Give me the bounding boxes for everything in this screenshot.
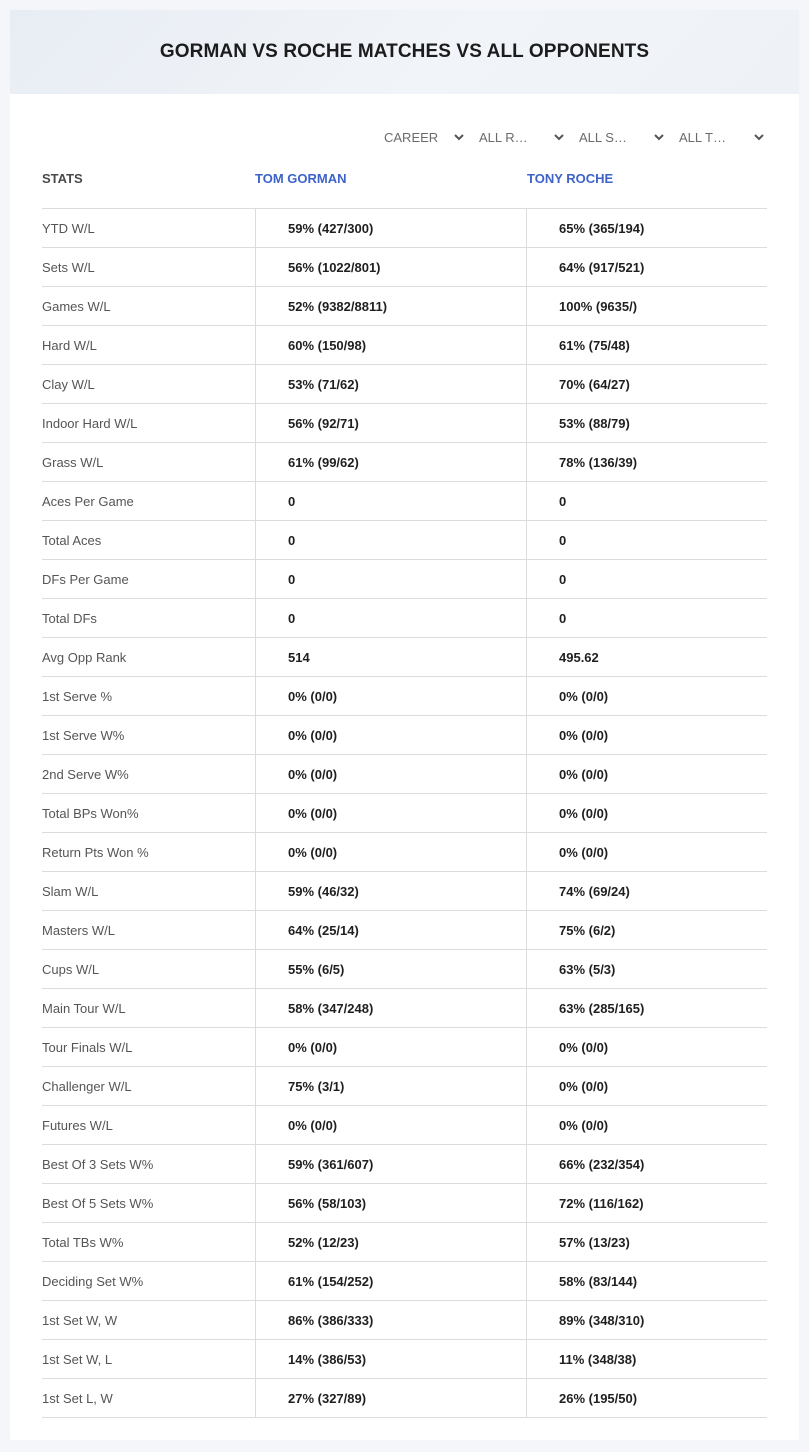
stats-column-header: STATS xyxy=(42,171,83,186)
filter-label: ALL S… xyxy=(579,129,627,145)
table-row xyxy=(42,365,767,404)
player1-value: 0 xyxy=(255,521,526,559)
player1-value: 86% (386/333) xyxy=(255,1301,526,1339)
table-row xyxy=(42,677,767,716)
stat-label: Masters W/L xyxy=(42,922,115,938)
stat-label: Return Pts Won % xyxy=(42,844,149,860)
player1-value: 0% (0/0) xyxy=(255,1106,526,1144)
chevron-down-icon xyxy=(753,131,765,143)
table-row xyxy=(42,1379,767,1418)
stat-label: Total Aces xyxy=(42,532,102,548)
table-row xyxy=(42,1262,767,1301)
player1-value: 514 xyxy=(255,638,526,676)
stat-label: Total BPs Won% xyxy=(42,805,139,821)
player2-value: 0% (0/0) xyxy=(526,755,767,793)
player1-value: 53% (71/62) xyxy=(255,365,526,403)
player2-value: 75% (6/2) xyxy=(526,911,767,949)
player1-value: 55% (6/5) xyxy=(255,950,526,988)
stat-label: Aces Per Game xyxy=(42,493,134,509)
table-row xyxy=(42,716,767,755)
player2-value: 64% (917/521) xyxy=(526,248,767,286)
player1-value: 27% (327/89) xyxy=(255,1379,526,1417)
player1-value: 14% (386/53) xyxy=(255,1340,526,1378)
stat-label: 2nd Serve W% xyxy=(42,766,129,782)
table-row xyxy=(42,404,767,443)
player1-value: 0% (0/0) xyxy=(255,1028,526,1066)
player1-value: 56% (92/71) xyxy=(255,404,526,442)
chevron-down-icon xyxy=(453,131,465,143)
player2-value: 11% (348/38) xyxy=(526,1340,767,1378)
player2-value: 63% (285/165) xyxy=(526,989,767,1027)
player2-value: 58% (83/144) xyxy=(526,1262,767,1300)
stat-label: Challenger W/L xyxy=(42,1078,132,1094)
stat-label: 1st Set L, W xyxy=(42,1390,113,1406)
table-row xyxy=(42,833,767,872)
table-row xyxy=(42,443,767,482)
table-row xyxy=(42,326,767,365)
player2-value: 89% (348/310) xyxy=(526,1301,767,1339)
player2-value: 0% (0/0) xyxy=(526,833,767,871)
table-row xyxy=(42,794,767,833)
player1-value: 0% (0/0) xyxy=(255,755,526,793)
player1-value: 75% (3/1) xyxy=(255,1067,526,1105)
stat-label: Avg Opp Rank xyxy=(42,649,127,665)
table-row xyxy=(42,560,767,599)
table-row xyxy=(42,482,767,521)
table-row xyxy=(42,1223,767,1262)
player2-value: 0% (0/0) xyxy=(526,677,767,715)
player2-value: 78% (136/39) xyxy=(526,443,767,481)
table-row xyxy=(42,755,767,794)
player2-value: 70% (64/27) xyxy=(526,365,767,403)
player1-value: 59% (361/607) xyxy=(255,1145,526,1183)
table-row xyxy=(42,950,767,989)
table-row xyxy=(42,1301,767,1340)
player1-value: 56% (1022/801) xyxy=(255,248,526,286)
stat-label: Grass W/L xyxy=(42,454,104,470)
stat-label: Clay W/L xyxy=(42,376,95,392)
player1-value: 61% (154/252) xyxy=(255,1262,526,1300)
filter-period-select[interactable] xyxy=(384,126,464,148)
player2-value: 0% (0/0) xyxy=(526,716,767,754)
player2-value: 63% (5/3) xyxy=(526,950,767,988)
player2-value: 61% (75/48) xyxy=(526,326,767,364)
player1-value: 60% (150/98) xyxy=(255,326,526,364)
player2-value: 53% (88/79) xyxy=(526,404,767,442)
player1-value: 59% (46/32) xyxy=(255,872,526,910)
stat-label: Hard W/L xyxy=(42,337,97,353)
stat-label: 1st Set W, L xyxy=(42,1351,113,1367)
table-row xyxy=(42,1145,767,1184)
table-row xyxy=(42,1067,767,1106)
table-row xyxy=(42,638,767,677)
stat-label: Slam W/L xyxy=(42,883,99,899)
player2-value: 0% (0/0) xyxy=(526,794,767,832)
stat-label: Futures W/L xyxy=(42,1117,113,1133)
player2-link[interactable]: TONY ROCHE xyxy=(527,171,614,186)
stat-label: Main Tour W/L xyxy=(42,1000,126,1016)
table-row xyxy=(42,911,767,950)
table-row xyxy=(42,872,767,911)
stats-table xyxy=(42,208,767,1418)
player1-value: 0 xyxy=(255,482,526,520)
player2-value: 72% (116/162) xyxy=(526,1184,767,1222)
player2-value: 495.62 xyxy=(526,638,767,676)
stat-label: 1st Set W, W xyxy=(42,1312,118,1328)
player2-value: 0% (0/0) xyxy=(526,1067,767,1105)
player2-value: 100% (9635/) xyxy=(526,287,767,325)
card-header xyxy=(10,10,799,94)
player2-value: 0% (0/0) xyxy=(526,1028,767,1066)
table-row xyxy=(42,1184,767,1223)
player2-value: 26% (195/50) xyxy=(526,1379,767,1417)
filter-label: CAREER xyxy=(384,129,439,145)
player2-value: 0 xyxy=(526,560,767,598)
player2-value: 0 xyxy=(526,482,767,520)
page-title: GORMAN VS ROCHE MATCHES VS ALL OPPONENTS xyxy=(159,41,650,62)
stat-label: Total TBs W% xyxy=(42,1234,124,1250)
stat-label: Indoor Hard W/L xyxy=(42,415,138,431)
filter-surface-select[interactable] xyxy=(579,126,665,148)
player2-value: 0 xyxy=(526,599,767,637)
player2-value: 0 xyxy=(526,521,767,559)
filter-tournament-select[interactable] xyxy=(679,126,765,148)
chevron-down-icon xyxy=(553,131,565,143)
chevron-down-icon xyxy=(653,131,665,143)
player1-value: 64% (25/14) xyxy=(255,911,526,949)
player2-value: 74% (69/24) xyxy=(526,872,767,910)
player1-value: 0% (0/0) xyxy=(255,677,526,715)
stat-label: 1st Serve W% xyxy=(42,727,125,743)
table-row xyxy=(42,521,767,560)
player2-value: 65% (365/194) xyxy=(526,209,767,247)
table-row xyxy=(42,248,767,287)
player1-value: 0 xyxy=(255,560,526,598)
table-row xyxy=(42,209,767,248)
stat-label: Deciding Set W% xyxy=(42,1273,144,1289)
stat-label: Games W/L xyxy=(42,298,111,314)
stat-label: Cups W/L xyxy=(42,961,100,977)
player1-value: 0% (0/0) xyxy=(255,716,526,754)
player2-value: 0% (0/0) xyxy=(526,1106,767,1144)
stat-label: Best Of 5 Sets W% xyxy=(42,1195,154,1211)
player1-value: 52% (9382/8811) xyxy=(255,287,526,325)
table-row xyxy=(42,1028,767,1067)
player1-value: 0 xyxy=(255,599,526,637)
filter-label: ALL T… xyxy=(679,129,726,145)
player1-value: 56% (58/103) xyxy=(255,1184,526,1222)
table-row xyxy=(42,287,767,326)
stat-label: Sets W/L xyxy=(42,259,95,275)
stat-label: DFs Per Game xyxy=(42,571,129,587)
stat-label: Tour Finals W/L xyxy=(42,1039,133,1055)
player1-value: 52% (12/23) xyxy=(255,1223,526,1261)
player1-link[interactable]: TOM GORMAN xyxy=(255,171,347,186)
player1-value: 58% (347/248) xyxy=(255,989,526,1027)
stat-label: YTD W/L xyxy=(42,220,95,236)
filter-bar xyxy=(10,126,799,148)
player1-value: 0% (0/0) xyxy=(255,833,526,871)
filter-label: ALL R… xyxy=(479,129,528,145)
stat-label: Best Of 3 Sets W% xyxy=(42,1156,154,1172)
stat-label: 1st Serve % xyxy=(42,688,113,704)
player2-value: 66% (232/354) xyxy=(526,1145,767,1183)
table-row xyxy=(42,1106,767,1145)
filter-round-select[interactable] xyxy=(479,126,565,148)
player1-value: 59% (427/300) xyxy=(255,209,526,247)
player1-value: 0% (0/0) xyxy=(255,794,526,832)
stat-label: Total DFs xyxy=(42,610,97,626)
player1-value: 61% (99/62) xyxy=(255,443,526,481)
table-row xyxy=(42,1340,767,1379)
table-row xyxy=(42,599,767,638)
stats-card xyxy=(10,10,799,1440)
table-row xyxy=(42,989,767,1028)
player2-value: 57% (13/23) xyxy=(526,1223,767,1261)
